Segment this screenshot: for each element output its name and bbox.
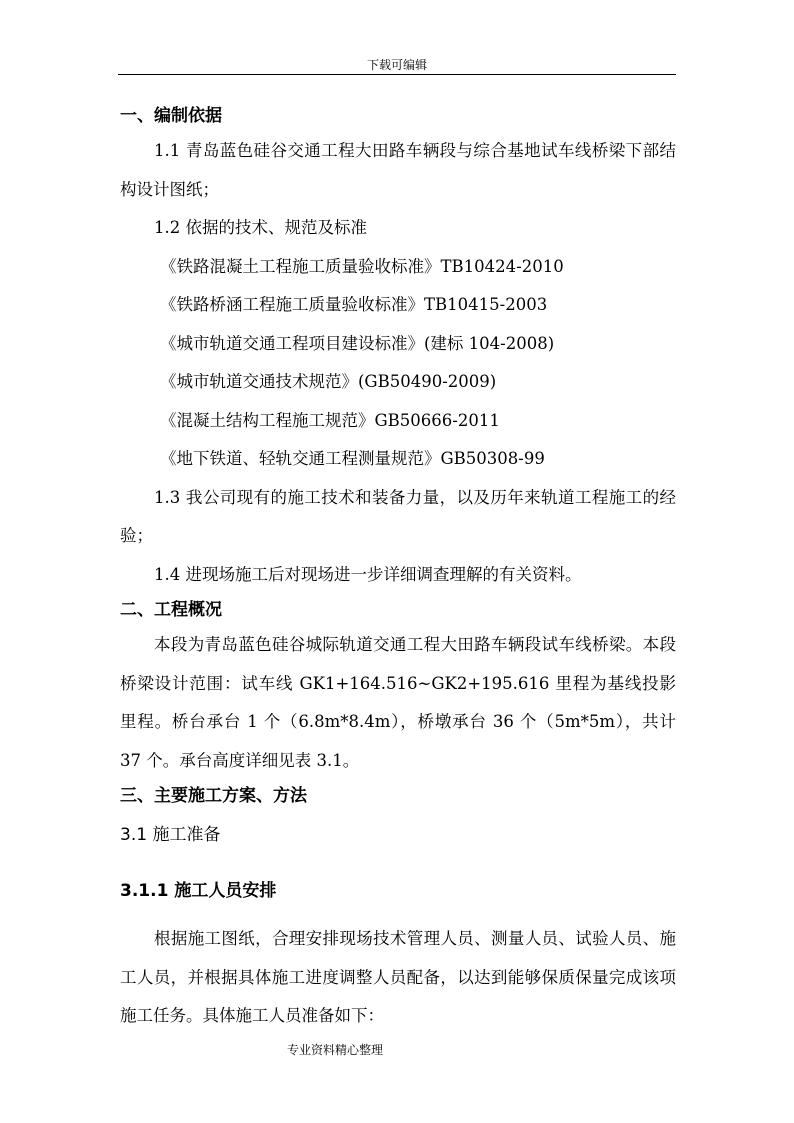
reference-item: 《城市轨道交通技术规范》(GB50490-2009) bbox=[160, 372, 497, 391]
page-footer: 专业资料精心整理 bbox=[287, 1043, 384, 1057]
staffing-paragraph: 根据施工图纸，合理安排现场技术管理人员、测量人员、试验人员、施工人员，并根据具体施工进度调整人员配备，以达到能够保质保量完成该项施工任务。具体施工人员准备如下： bbox=[120, 929, 676, 1025]
document-body bbox=[120, 100, 676, 1036]
project-overview-paragraph: 本段为青岛蓝色硅谷城际轨道交通工程大田路车辆段试车线桥梁。本段桥梁设计范围：试车线 GK1+164.516~GK2+195.616 里程为基线投影里程。桥台承台 1 个（6.8m*8.4m），桥墩承台 36 个（5m*5m），共计 37 个。承台高度详细见表 3.1。 bbox=[120, 635, 676, 770]
item-1-1: 1.1 青岛蓝色硅谷交通工程大田路车辆段与综合基地试车线桥梁下部结构设计图纸； bbox=[120, 141, 676, 199]
reference-item: 《混凝土结构工程施工规范》GB50666-2011 bbox=[160, 410, 500, 430]
section-2-heading: 二、工程概况 bbox=[120, 600, 222, 620]
section-3-heading: 三、主要施工方案、方法 bbox=[120, 786, 307, 806]
subsection-3-1-heading: 3.1 施工准备 bbox=[120, 825, 221, 845]
subsection-3-1-1-heading: 3.1.1 施工人员安排 bbox=[120, 881, 277, 901]
item-1-4: 1.4 进现场施工后对现场进一步详细调查理解的有关资料。 bbox=[154, 564, 582, 584]
page-header: 下载可编辑 bbox=[366, 58, 427, 72]
reference-item: 《铁路混凝土工程施工质量验收标准》TB10424-2010 bbox=[160, 256, 564, 276]
header-divider bbox=[118, 74, 676, 75]
item-1-3: 1.3 我公司现有的施工技术和装备力量，以及历年来轨道工程施工的经验； bbox=[120, 487, 676, 545]
item-1-2: 1.2 依据的技术、规范及标准 bbox=[154, 218, 367, 237]
reference-item: 《城市轨道交通工程项目建设标准》(建标 104-2008) bbox=[160, 333, 555, 353]
reference-item: 《地下铁道、轻轨交通工程测量规范》GB50308-99 bbox=[160, 449, 545, 468]
section-1-heading: 一、编制依据 bbox=[120, 106, 222, 126]
reference-item: 《铁路桥涵工程施工质量验收标准》TB10415-2003 bbox=[160, 295, 548, 314]
